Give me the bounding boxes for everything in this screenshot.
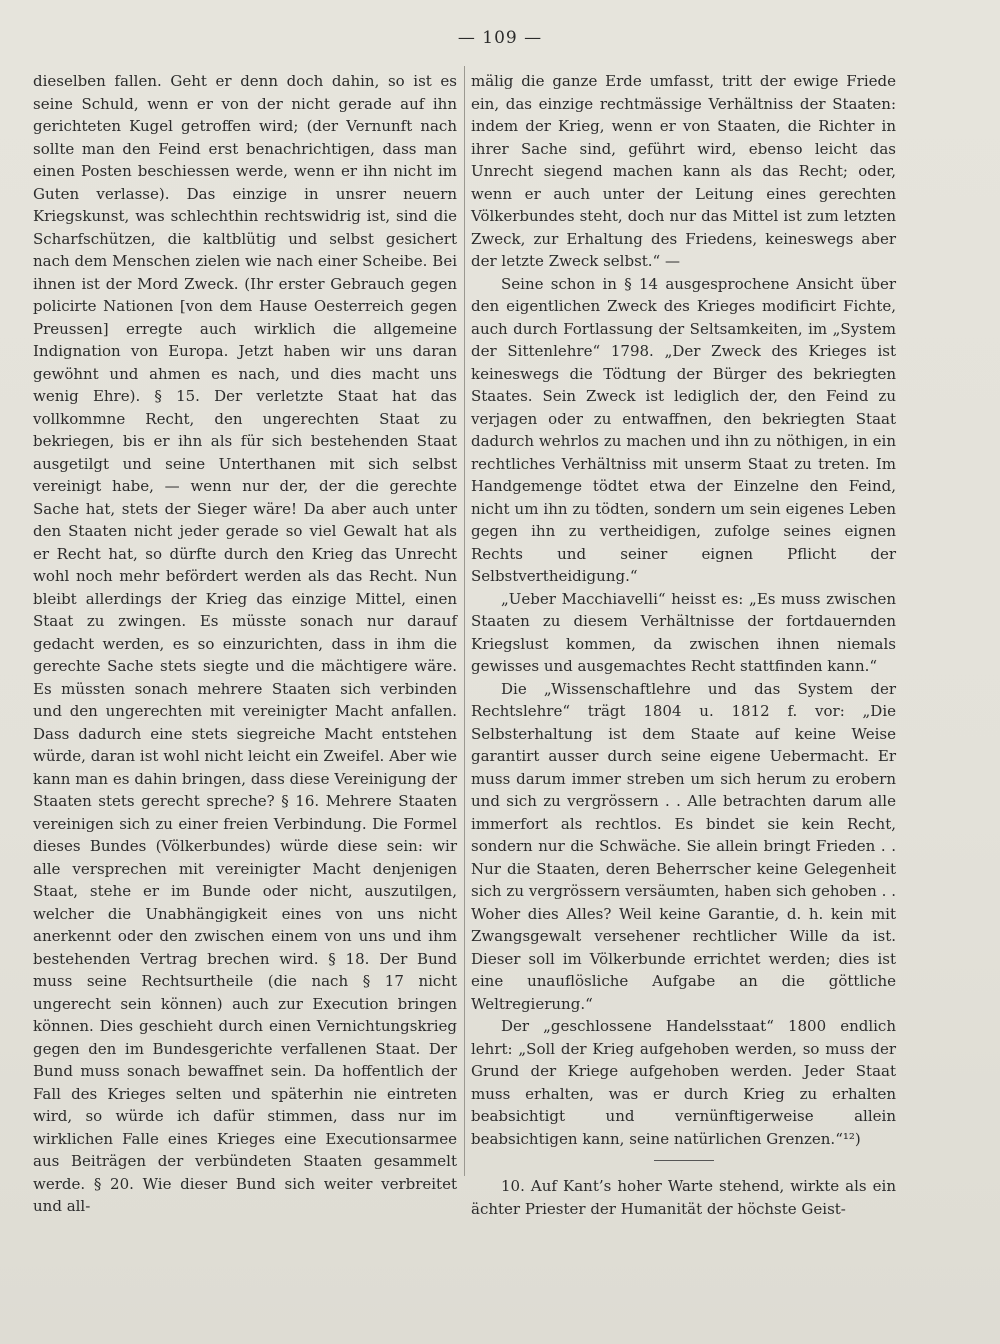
page-number: — 109 — xyxy=(457,28,543,48)
paragraph: Die „Wissenschaftlehre und das System der Rechtslehre“ trägt 1804 u. 1812 f. vor: „Die Selbsterhaltung ist dem Staate auf keine Weise garantirt ausser durch seine eigene Uebermacht. Er muss darum immer streben um sich herum zu erobern und sich zu vergrössern . . Alle betrachten darum alle immerfort als rechtlos. Es bindet sie kein Recht, sondern nur die Schwäche. Sie allein bringt Frieden . . Nur die Staaten, deren Beherrscher keine Gelegenheit sich zu vergrössern versäumten, haben sich gehoben . . Woher dies Alles? Weil keine Garantie, d. h. kein mit Zwangsgewalt versehener rechtlicher Wille da ist. Dieser soll im Völkerbunde errichtet werden; dies ist eine unauflösliche Aufgabe an die göttliche Weltregierung.“ xyxy=(471,679,896,1013)
paragraph: mälig die ganze Erde umfasst, tritt der ewige Friede ein, das einzige rechtmässige Verhältniss der Staaten: indem der Krieg, wenn er von Staaten, die Richter in ihrer Sache sind, geführt wird, ebenso leicht das Unrecht siegend machen kann als das Recht; oder, wenn er auch unter der Leitung eines gerechten Völkerbundes steht, doch nur das Mittel ist zum letzten Zweck, zur Erhaltung des Friedens, keineswegs aber der letzte Zweck selbst.“ — xyxy=(471,72,896,270)
left-column xyxy=(33,70,457,1218)
section-rule xyxy=(654,1160,714,1161)
right-column xyxy=(471,70,896,1220)
paragraph: „Ueber Macchiavelli“ heisst es: „Es muss zwischen Staaten zu diesem Verhältnisse der fortdauernden Kriegslust kommen, da zwischen ihnen niemals gewisses und ausgemachtes Recht stattfinden kann.“ xyxy=(471,589,896,675)
paragraph: Der „geschlossene Handelsstaat“ 1800 endlich lehrt: „Soll der Krieg aufgehoben werden, so muss der Grund der Kriege aufgehoben werden. Jeder Staat muss erhalten, was er durch Krieg zu erhalten beabsichtigt und vernünftigerweise allein beabsichtigen kann, seine natürlichen Grenzen.“¹²) xyxy=(471,1017,896,1148)
section-start-paragraph: 10. Auf Kant’s hoher Warte stehend, wirkte als ein ächter Priester der Humanität der höchste Geist- xyxy=(471,1177,896,1218)
column-divider xyxy=(464,66,465,1176)
paragraph: dieselben fallen. Geht er denn doch dahin, so ist es seine Schuld, wenn er von der nicht gerade auf ihn gerichteten Kugel getroffen wird; (der Vernunft nach sollte man den Feind erst benachrichtigen, dass man einen Posten beschiessen werde, wenn er ihn nicht im Guten verlasse). Das einzige in unsrer neuern Kriegskunst, was schlechthin rechtswidrig ist, sind die Scharfschützen, die kaltblütig und selbst gesichert nach dem Menschen zielen wie nach einer Scheibe. Bei ihnen ist der Mord Zweck. (Ihr erster Gebrauch gegen policirte Nationen [von dem Hause Oesterreich gegen Preussen] erregte auch wirklich die allgemeine Indignation von Europa. Jetzt haben wir uns daran gewöhnt und ahmen es nach, und dies macht uns wenig Ehre). § 15. Der verletzte Staat hat das vollkommne Recht, den ungerechten Staat zu bekriegen, bis er ihn als für sich bestehenden Staat ausgetilgt und seine Unterthanen mit sich selbst vereinigt habe, — wenn nur der, der die gerechte Sache hat, stets der Sieger wäre! Da aber auch unter den Staaten nicht jeder gerade so viel Gewalt hat als er Recht hat, so dürfte durch den Krieg das Unrecht wohl noch mehr befördert werden als das Recht. Nun bleibt allerdings der Krieg das einzige Mittel, einen Staat zu zwingen. Es müsste sonach nur darauf gedacht werden, es so einzurichten, dass in ihm die gerechte Sache stets siegte und die mächtigere wäre. Es müssten sonach mehrere Staaten sich verbinden und den ungerechten mit vereinigter Macht anfallen. Dass dadurch eine stets siegreiche Macht entstehen würde, daran ist wohl nicht leicht ein Zweifel. Aber wie kann man es dahin bringen, dass diese Vereinigung der Staaten stets gerecht spreche? § 16. Mehrere Staaten vereinigen sich zu einer freien Verbindung. Die Formel dieses Bundes (Völkerbundes) würde diese sein: wir alle versprechen mit vereinigter Macht denjenigen Staat, stehe er im Bunde oder nicht, auszutilgen, welcher die Unabhängigkeit eines von uns nicht anerkennt oder den zwischen einem von uns und ihm bestehenden Vertrag brechen wird. § 18. Der Bund muss seine Rechtsurtheile (die nach § 17 nicht ungerecht sein können) auch zur Execution bringen können. Dies geschieht durch einen Vernichtungskrieg gegen den im Bundesgerichte verfallenen Staat. Der Bund muss sonach bewaffnet sein. Da hoffentlich der Fall des Krieges selten und späterhin nie eintreten wird, so würde ich dafür stimmen, dass nur im wirklichen Falle eines Krieges eine Executionsarmee aus Beiträgen der verbündeten Staaten gesammelt werde. § 20. Wie dieser Bund sich weiter verbreitet und all- xyxy=(33,72,457,1215)
paragraph: Seine schon in § 14 ausgesprochene Ansicht über den eigentlichen Zweck des Krieges modificirt Fichte, auch durch Fortlassung der Seltsamkeiten, im „System der Sittenlehre“ 1798. „Der Zweck des Krieges ist keineswegs die Tödtung der Bürger des bekriegten Staates. Sein Zweck ist lediglich der, den Feind zu verjagen oder zu entwaffnen, den bekriegten Staat dadurch wehrlos zu machen und ihn zu nöthigen, in ein rechtliches Verhältniss mit unserm Staat zu treten. Im Handgemenge tödtet etwa der Einzelne den Feind, nicht um ihn zu tödten, sondern um sein eigenes Leben gegen ihn zu vertheidigen, zufolge seines eignen Rechts und seiner eignen Pflicht der Selbstvertheidigung.“ xyxy=(471,274,896,585)
